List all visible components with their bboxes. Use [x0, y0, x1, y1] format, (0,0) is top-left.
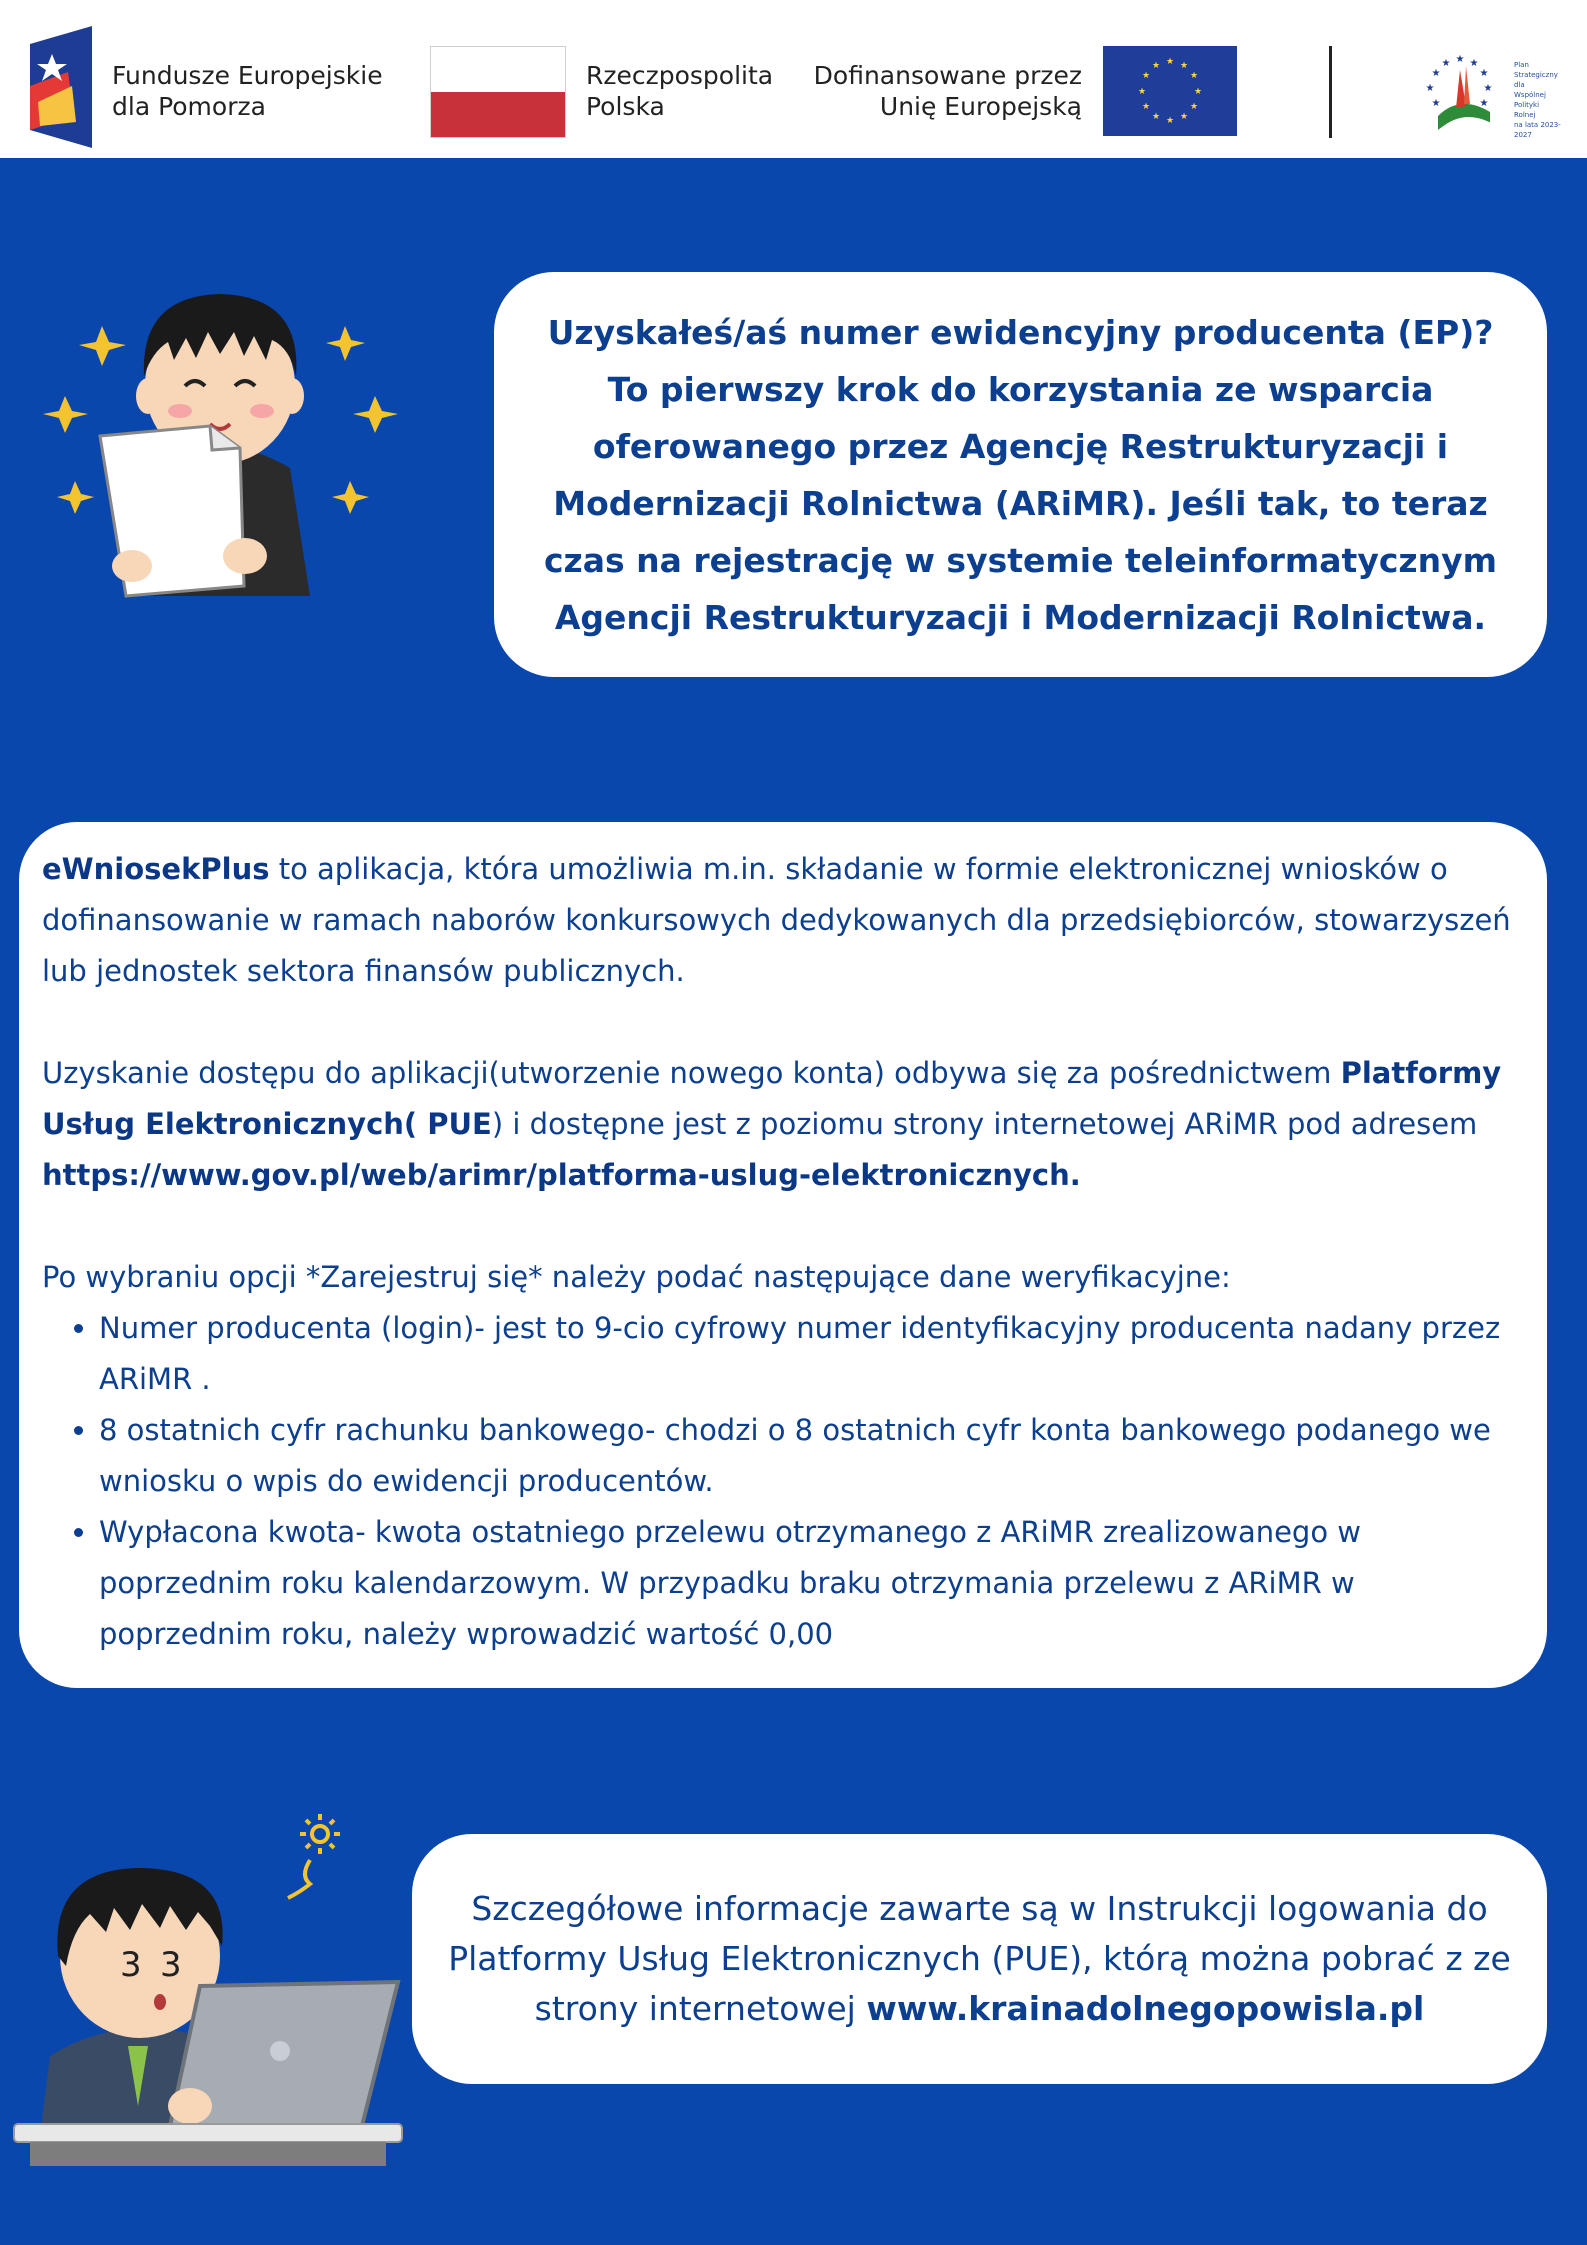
svg-text:★: ★ — [1189, 102, 1199, 112]
eu-text-line2: Unię Europejską — [879, 92, 1082, 121]
instructions-text-start: Szczegółowe informacje zawarte są w Instrukcji logowania do Platformy Usług Elektronicznych (PUE), którą można pobrać z ze strony internetowej — [448, 1889, 1511, 2028]
ps-line4: Polityki — [1514, 101, 1540, 109]
svg-text:★: ★ — [1141, 71, 1151, 81]
eu-cofinanced-text — [800, 60, 1082, 122]
svg-text:★: ★ — [1455, 54, 1465, 65]
fundusze-europejskie-text — [112, 60, 383, 122]
intro-bubble — [494, 272, 1547, 677]
svg-text:3: 3 — [160, 1945, 182, 1985]
ewniosekplus-name: eWniosekPlus — [42, 852, 270, 886]
plan-strategiczny-text — [1514, 60, 1564, 140]
rp-text-line2: Polska — [586, 92, 665, 121]
person-reading-document-illustration — [40, 236, 400, 616]
ps-line3: Wspólnej — [1514, 91, 1546, 99]
svg-text:★: ★ — [1179, 61, 1189, 71]
access-text-mid: ) i dostępne jest z poziomu strony internetowej ARiMR pod adresem — [491, 1107, 1478, 1141]
verification-list — [42, 1303, 1527, 1660]
verification-item-paid-amount: • Wypłacona kwota- kwota ostatniego przelewu otrzymanego z ARiMR zrealizowanego w poprzednim roku kalendarzowym. W przypadku braku otrzymania przelewu z ARiMR w poprzednim roku, należy wprowadzić wartość 0,00 — [99, 1507, 1527, 1660]
svg-text:★: ★ — [1479, 98, 1489, 109]
rp-text-line1: Rzeczpospolita — [586, 61, 774, 90]
verification-intro: Po wybraniu opcji *Zarejestruj się* należy podać następujące dane weryfikacyjne: — [42, 1260, 1231, 1294]
svg-text:★: ★ — [1479, 68, 1489, 79]
krainadolnegopowisla-link[interactable]: www.krainadolnegopowisla.pl — [866, 1989, 1425, 2028]
access-text-start: Uzyskanie dostępu do aplikacji(utworzenie nowego konta) odbywa się za pośrednictwem — [42, 1056, 1341, 1090]
fundusze-europejskie-logo-icon — [30, 26, 92, 148]
svg-text:★: ★ — [1165, 116, 1175, 126]
person-with-laptop-illustration — [10, 1806, 406, 2166]
ps-line2: Strategiczny dla — [1514, 71, 1558, 89]
svg-text:★: ★ — [1431, 98, 1441, 109]
eu-flag-icon — [1103, 46, 1237, 136]
instructions-text — [442, 1884, 1517, 2034]
svg-text:★: ★ — [1483, 83, 1493, 94]
svg-text:★: ★ — [1151, 112, 1161, 122]
pue-url-link[interactable]: https://www.gov.pl/web/arimr/platforma-uslug-elektronicznych. — [42, 1158, 1081, 1192]
pue-name: Platformy Usług Elektronicznych( PUE — [42, 1056, 1502, 1141]
verification-item-producer-number: • Numer producenta (login)- jest to 9-cio cyfrowy numer identyfikacyjny producenta nadany przez ARiMR . — [99, 1303, 1527, 1405]
svg-text:★: ★ — [1179, 112, 1189, 122]
svg-text:★: ★ — [1165, 57, 1175, 67]
fe-text-line2: dla Pomorza — [112, 92, 266, 121]
access-paragraph — [42, 1048, 1527, 1201]
plan-strategiczny-logo — [1416, 46, 1564, 140]
plan-strategiczny-emblem-icon — [1416, 46, 1512, 140]
svg-text:★: ★ — [1441, 58, 1451, 69]
ps-line5: Rolnej — [1514, 111, 1536, 119]
verification-item-bank-digits: • 8 ostatnich cyfr rachunku bankowego- chodzi o 8 ostatnich cyfr konta bankowego podanego we wniosku o wpis do ewidencji producentów. — [99, 1405, 1527, 1507]
ewniosekplus-paragraph — [42, 844, 1527, 997]
polish-flag-icon — [430, 46, 566, 138]
svg-text:★: ★ — [1425, 83, 1435, 94]
logo-separator — [1329, 46, 1332, 138]
fe-text-line1: Fundusze Europejskie — [112, 61, 383, 90]
svg-text:★: ★ — [1151, 61, 1161, 71]
svg-text:★: ★ — [1137, 87, 1147, 97]
svg-text:★: ★ — [1189, 71, 1199, 81]
svg-text:★: ★ — [1431, 68, 1441, 79]
main-info-bubble — [19, 822, 1547, 1688]
intro-text: Uzyskałeś/aś numer ewidencyjny producenta (EP)? To pierwszy krok do korzystania ze wsparcia oferowanego przez Agencję Restrukturyzacji i Modernizacji Rolnictwa (ARiMR). Jeśli tak, to teraz czas na rejestrację w systemie teleinformatycznym Agencji Restrukturyzacji i Modernizacji Rolnictwa. — [543, 312, 1498, 637]
ps-line6: na lata 2023-2027 — [1514, 121, 1561, 139]
logo-bar — [0, 0, 1587, 158]
instructions-info-bubble — [412, 1834, 1547, 2084]
rzeczpospolita-text — [586, 60, 773, 122]
svg-text:3: 3 — [120, 1945, 142, 1985]
svg-text:★: ★ — [1141, 102, 1151, 112]
svg-text:★: ★ — [1469, 58, 1479, 69]
ewniosekplus-description: to aplikacja, która umożliwia m.in. składanie w formie elektronicznej wniosków o dofinansowanie w ramach naborów konkursowych dedykowanych dla przedsiębiorców, stowarzyszeń lub jednostek sektora finansów publicznych. — [42, 852, 1511, 988]
ps-line1: Plan — [1514, 61, 1529, 69]
svg-text:★: ★ — [1193, 87, 1203, 97]
eu-text-line1: Dofinansowane przez — [813, 61, 1082, 90]
